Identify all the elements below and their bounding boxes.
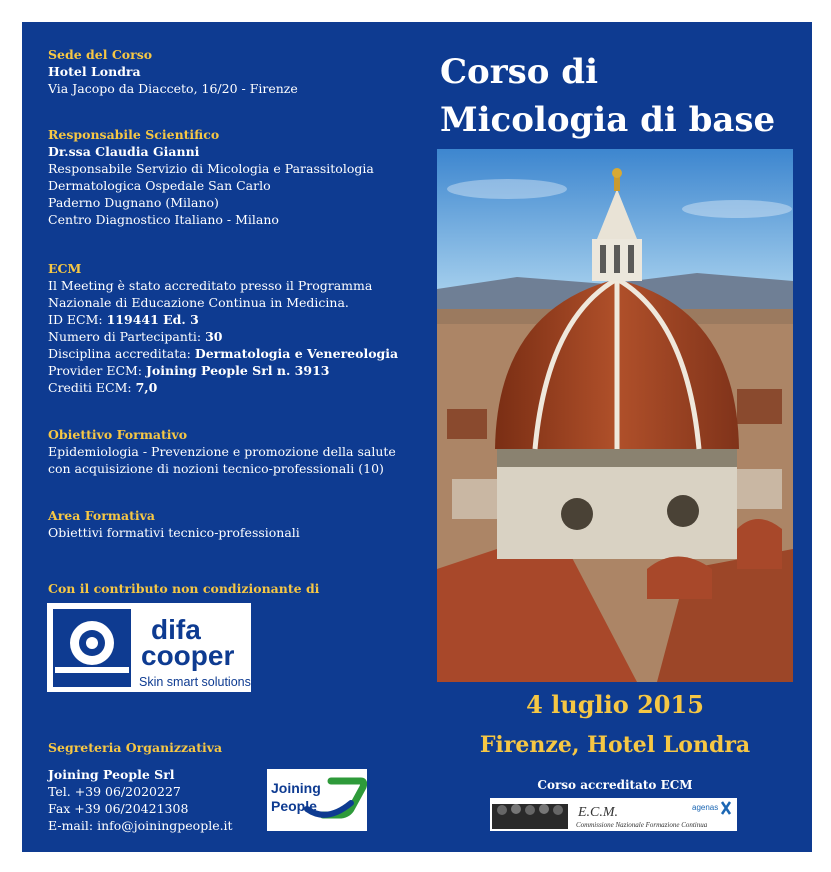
ecm-provider [48,362,428,379]
segreteria-company: Joining People Srl [48,767,175,782]
segreteria-fax: Fax +39 06/20421308 [48,801,189,816]
obiettivo-heading: Obiettivo Formativo [48,427,188,442]
responsabile-name: Dr.ssa Claudia Gianni [48,144,200,159]
ecm-logo-icon [490,798,737,831]
duomo-dome-illustration [437,149,793,682]
joining-people-logo-icon [267,769,367,831]
event-date: 4 luglio 2015 [526,690,704,719]
section-sede [48,46,428,97]
obiettivo-line: con acquisizione di nozioni tecnico-professionali (10) [48,461,384,476]
section-contributo [48,580,428,597]
responsabile-line: Responsabile Servizio di Micologia e Parassitologia [48,161,374,176]
difa-cooper-logo [47,603,251,692]
ecm-intro: Il Meeting è stato accreditato presso il Programma [48,278,373,293]
course-title-line2: Micologia di base [440,100,776,140]
ecm-id-label: ID ECM: [48,312,107,327]
section-area [48,507,428,541]
ecm-partecipanti-label: Numero di Partecipanti: [48,329,206,344]
responsabile-line: Centro Diagnostico Italiano - Milano [48,212,279,227]
duomo-photo [437,149,793,682]
segreteria-heading: Segreteria Organizzativa [48,740,223,755]
ecm-partecipanti [48,328,428,345]
responsabile-line: Dermatologica Ospedale San Carlo [48,178,271,193]
event-venue: Firenze, Hotel Londra [479,732,751,758]
sede-heading: Sede del Corso [48,47,153,62]
segreteria-tel: Tel. +39 06/2020227 [48,784,181,799]
ecm-intro: Nazionale di Educazione Continua in Medicina. [48,295,349,310]
section-obiettivo [48,426,428,477]
joining-people-logo [267,769,367,831]
difa-logo-line2: cooper [141,640,235,671]
difa-cooper-logo-icon [47,603,251,692]
section-ecm [48,260,428,396]
contributo-heading: Con il contributo non condizionante di [48,581,320,596]
responsabile-heading: Responsabile Scientifico [48,127,220,142]
ecm-provider-value: Joining People Srl n. 3913 [146,363,330,378]
ecm-disciplina [48,345,428,362]
responsabile-line: Paderno Dugnano (Milano) [48,195,219,210]
ecm-logo-mark: E.C.M. [578,805,619,820]
jp-logo-line2: People [271,798,317,814]
jp-logo-line1: Joining [271,780,321,796]
ecm-logo-agenas: agenas [692,803,719,812]
area-text: Obiettivi formativi tecnico-professionali [48,525,300,540]
difa-logo-line1: difa [151,614,201,645]
ecm-heading: ECM [48,261,82,276]
ecm-id [48,311,428,328]
segreteria-email: E-mail: info@joiningpeople.it [48,818,233,833]
accreditation-label: Corso accreditato ECM [537,778,693,792]
ecm-crediti-value: 7,0 [135,380,158,395]
ecm-id-value: 119441 Ed. 3 [106,312,199,327]
section-segreteria [48,739,428,834]
ecm-logo [490,798,737,831]
ecm-crediti-label: Crediti ECM: [48,380,136,395]
sede-hotel: Hotel Londra [48,64,141,79]
ecm-crediti [48,379,428,396]
ecm-partecipanti-value: 30 [205,329,223,344]
ecm-disciplina-value: Dermatologia e Venereologia [194,346,399,361]
obiettivo-line: Epidemiologia - Prevenzione e promozione della salute [48,444,396,459]
ecm-disciplina-label: Disciplina accreditata: [48,346,195,361]
sede-address: Via Jacopo da Diacceto, 16/20 - Firenze [48,81,298,96]
brochure-panel [22,22,812,852]
area-heading: Area Formativa [48,508,156,523]
difa-logo-tagline: Skin smart solutions [139,675,251,689]
ecm-logo-sub: Commissione Nazionale Formazione Continua [576,821,708,829]
course-title-line1: Corso di [440,52,598,92]
ecm-provider-label: Provider ECM: [48,363,146,378]
course-title [440,48,775,144]
section-responsabile [48,126,428,228]
